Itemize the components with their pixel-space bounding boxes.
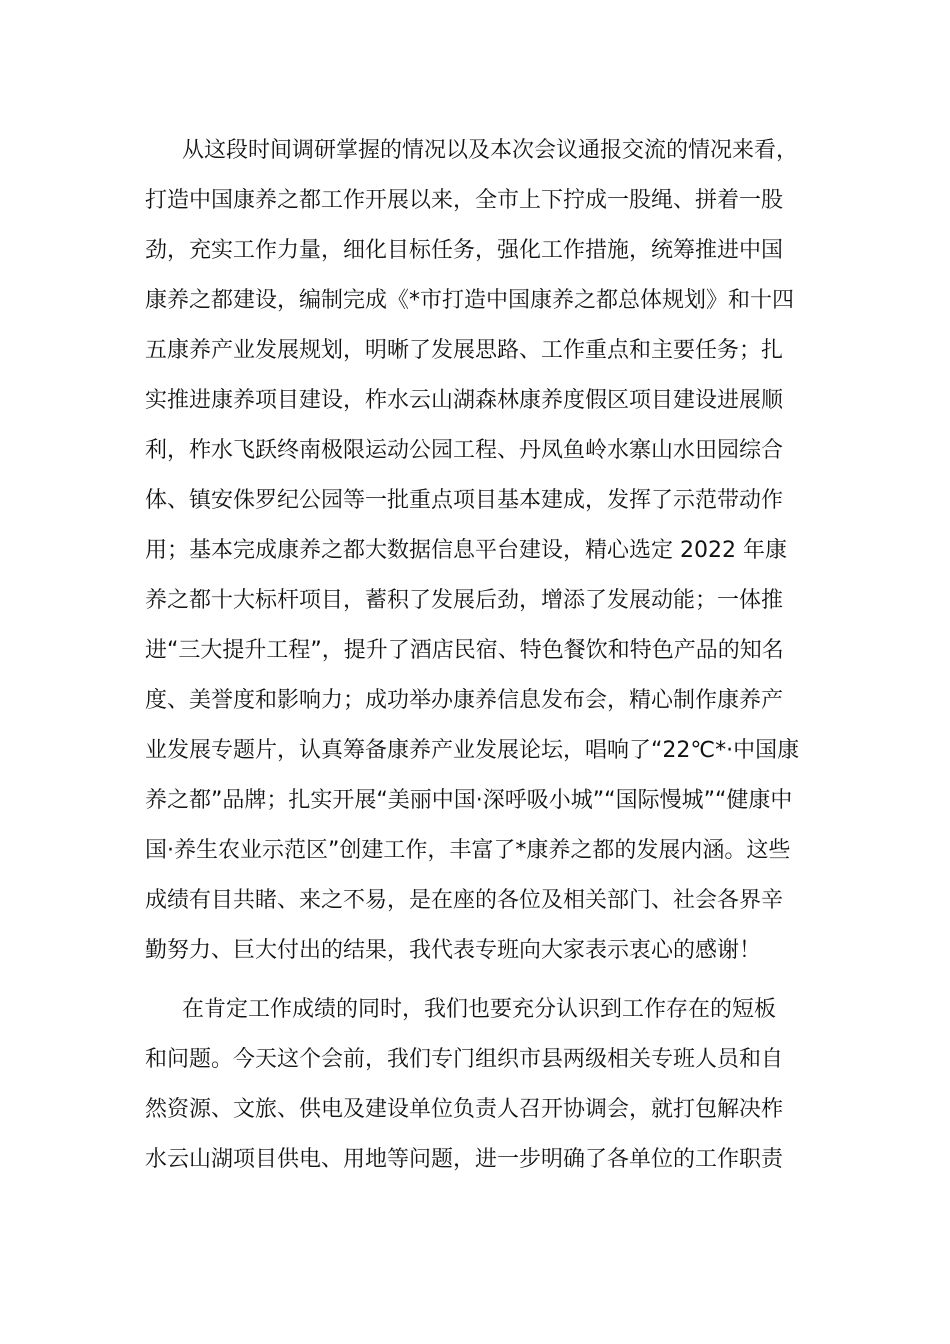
text-line: 康养之都建设，编制完成《*市打造中国康养之都总体规划》和十四 [145,288,795,313]
text-line: 然资源、文旅、供电及建设单位负责人召开协调会，就打包解决柞 [145,1097,784,1122]
text-line: 实推进康养项目建设，柞水云山湖森林康养度假区项目建设进展顺 [145,388,784,413]
text-line: 五康养产业发展规划，明晰了发展思路、工作重点和主要任务；扎 [145,338,784,363]
text-line: 养之都”品牌；扎实开展“美丽中国·深呼吸小城”“国际慢城”“健康中 [145,788,793,813]
text-line: 水云山湖项目供电、用地等问题，进一步明确了各单位的工作职责 [145,1147,784,1172]
text-line: 从这段时间调研掌握的情况以及本次会议通报交流的情况来看， [182,138,799,163]
text-line: 成绩有目共睹、来之不易，是在座的各位及相关部门、社会各界辛 [145,888,784,913]
text-line: 勤努力、巨大付出的结果，我代表专班向大家表示衷心的感谢！ [145,938,762,963]
text-line: 养之都十大标杆项目，蓄积了发展后劲，增添了发展动能；一体推 [145,588,784,613]
text-line: 在肯定工作成绩的同时，我们也要充分认识到工作存在的短板 [182,997,777,1022]
text-line: 进“三大提升工程”，提升了酒店民宿、特色餐饮和特色产品的知名 [145,638,784,663]
text-line: 用；基本完成康养之都大数据信息平台建设，精心选定 2022 年康 [145,538,787,563]
text-line: 打造中国康养之都工作开展以来，全市上下拧成一股绳、拼着一股 [145,188,784,213]
text-line: 业发展专题片，认真筹备康养产业发展论坛，唱响了“22℃*·中国康 [145,738,800,763]
text-line: 国·养生农业示范区”创建工作，丰富了*康养之都的发展内涵。这些 [145,838,791,863]
text-line: 度、美誉度和影响力；成功举办康养信息发布会，精心制作康养产 [145,688,784,713]
text-line: 和问题。今天这个会前，我们专门组织市县两级相关专班人员和自 [145,1047,784,1072]
text-line: 利，柞水飞跃终南极限运动公园工程、丹凤鱼岭水寨山水田园综合 [145,438,784,463]
text-line: 劲，充实工作力量，细化目标任务，强化工作措施，统筹推进中国 [145,238,784,263]
text-line: 体、镇安侏罗纪公园等一批重点项目基本建成，发挥了示范带动作 [145,488,784,513]
